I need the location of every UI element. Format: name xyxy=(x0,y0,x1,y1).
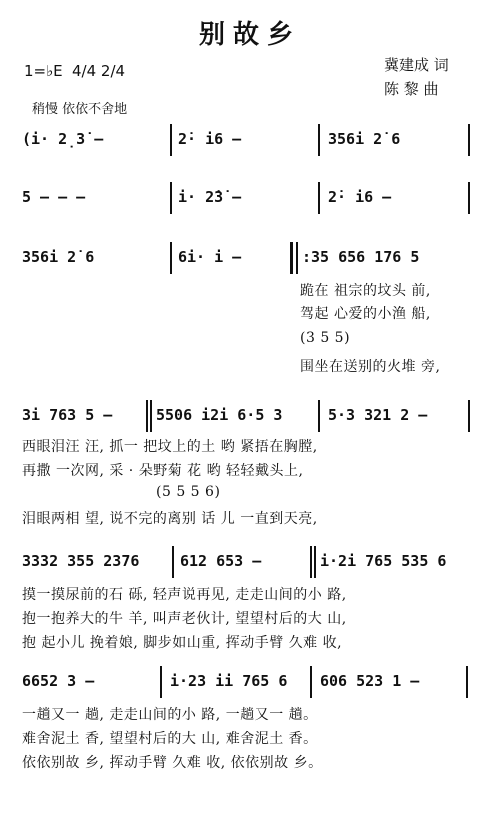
key-signature: 1=♭E xyxy=(24,62,63,80)
bar-line xyxy=(468,124,470,156)
lyric-line: 再撒 一次网, 采 · 朵野菊 花 哟 轻轻戴头上, xyxy=(22,463,304,479)
bar-line xyxy=(172,546,174,578)
measure: (i· 2̣3̇ – xyxy=(22,130,104,148)
lyric-line: 抱一抱养大的牛 羊, 叫声老伙计, 望望村后的大 山, xyxy=(22,611,347,627)
measure: 2̇· i6 – xyxy=(178,130,242,148)
bar-line xyxy=(150,400,152,432)
lyric-line: 依依别故 乡, 挥动手臂 久难 收, 依依别故 乡。 xyxy=(22,755,323,771)
time-signature: 4/4 2/4 xyxy=(72,62,126,80)
measure: 3332 355 2376 xyxy=(22,552,140,570)
lyric-line: (3 5 5) xyxy=(300,330,351,346)
bar-line xyxy=(468,182,470,214)
measure: 612 653 – xyxy=(180,552,262,570)
bar-line xyxy=(310,546,312,578)
measure: :35 656 176 5 xyxy=(302,248,420,266)
measure: 6i· i – xyxy=(178,248,242,266)
measure: 6652 3 – xyxy=(22,672,95,690)
lyric-line: 摸一摸尿前的石 砾, 轻声说再见, 走走山间的小 路, xyxy=(22,587,347,603)
lyricist-credit: 冀建成 词 xyxy=(384,56,449,74)
bar-line xyxy=(318,182,320,214)
bar-line xyxy=(296,242,298,274)
lyric-line: 一趟又一 趟, 走走山间的小 路, 一趟又一 趟。 xyxy=(22,707,318,723)
bar-line xyxy=(170,242,172,274)
measure: 3i 763 5 – xyxy=(22,406,113,424)
measure: i· 2̇3̇ – xyxy=(178,188,242,206)
lyric-line: 围坐在送别的火堆 旁, xyxy=(300,359,441,375)
bar-line xyxy=(146,400,148,432)
bar-line xyxy=(318,400,320,432)
measure: 5·3 321 2 – xyxy=(328,406,428,424)
tempo-marking: 稍慢 依依不舍地 xyxy=(32,102,128,117)
bar-line xyxy=(318,124,320,156)
measure: 606 523 1 – xyxy=(320,672,420,690)
bar-line xyxy=(170,124,172,156)
lyric-line: (5 5 5 6) xyxy=(156,484,221,500)
repeat-bar-line xyxy=(290,242,293,274)
lyric-line: 抱 起小儿 挽着娘, 脚步如山重, 挥动手臂 久难 收, xyxy=(22,635,343,651)
measure: 356i 2̇ 6 xyxy=(22,248,95,266)
measure: 2̇· i6 – xyxy=(328,188,392,206)
lyric-line: 跪在 祖宗的坟头 前, xyxy=(300,283,431,299)
lyric-line: 驾起 心爱的小渔 船, xyxy=(300,306,431,322)
measure: i·23 ii 765 6 xyxy=(170,672,288,690)
bar-line xyxy=(310,666,312,698)
bar-line xyxy=(466,666,468,698)
bar-line xyxy=(314,546,316,578)
measure: 5506 i2i 6·5 3 xyxy=(156,406,283,424)
lyric-line: 泪眼两相 望, 说不完的离别 话 儿 一直到天亮, xyxy=(22,511,318,527)
measure: 356i 2̇ 6 xyxy=(328,130,401,148)
song-title: 别故乡 xyxy=(198,20,301,50)
bar-line xyxy=(170,182,172,214)
measure: 5 – – – xyxy=(22,188,86,206)
bar-line xyxy=(468,400,470,432)
lyric-line: 西眼泪汪 汪, 抓一 把坟上的土 哟 紧捂在胸膛, xyxy=(22,439,318,455)
lyric-line: 难舍泥土 香, 望望村后的大 山, 难舍泥土 香。 xyxy=(22,731,318,747)
measure: i·2i 765 535 6 xyxy=(320,552,447,570)
bar-line xyxy=(160,666,162,698)
composer-credit: 陈 黎 曲 xyxy=(384,80,439,98)
